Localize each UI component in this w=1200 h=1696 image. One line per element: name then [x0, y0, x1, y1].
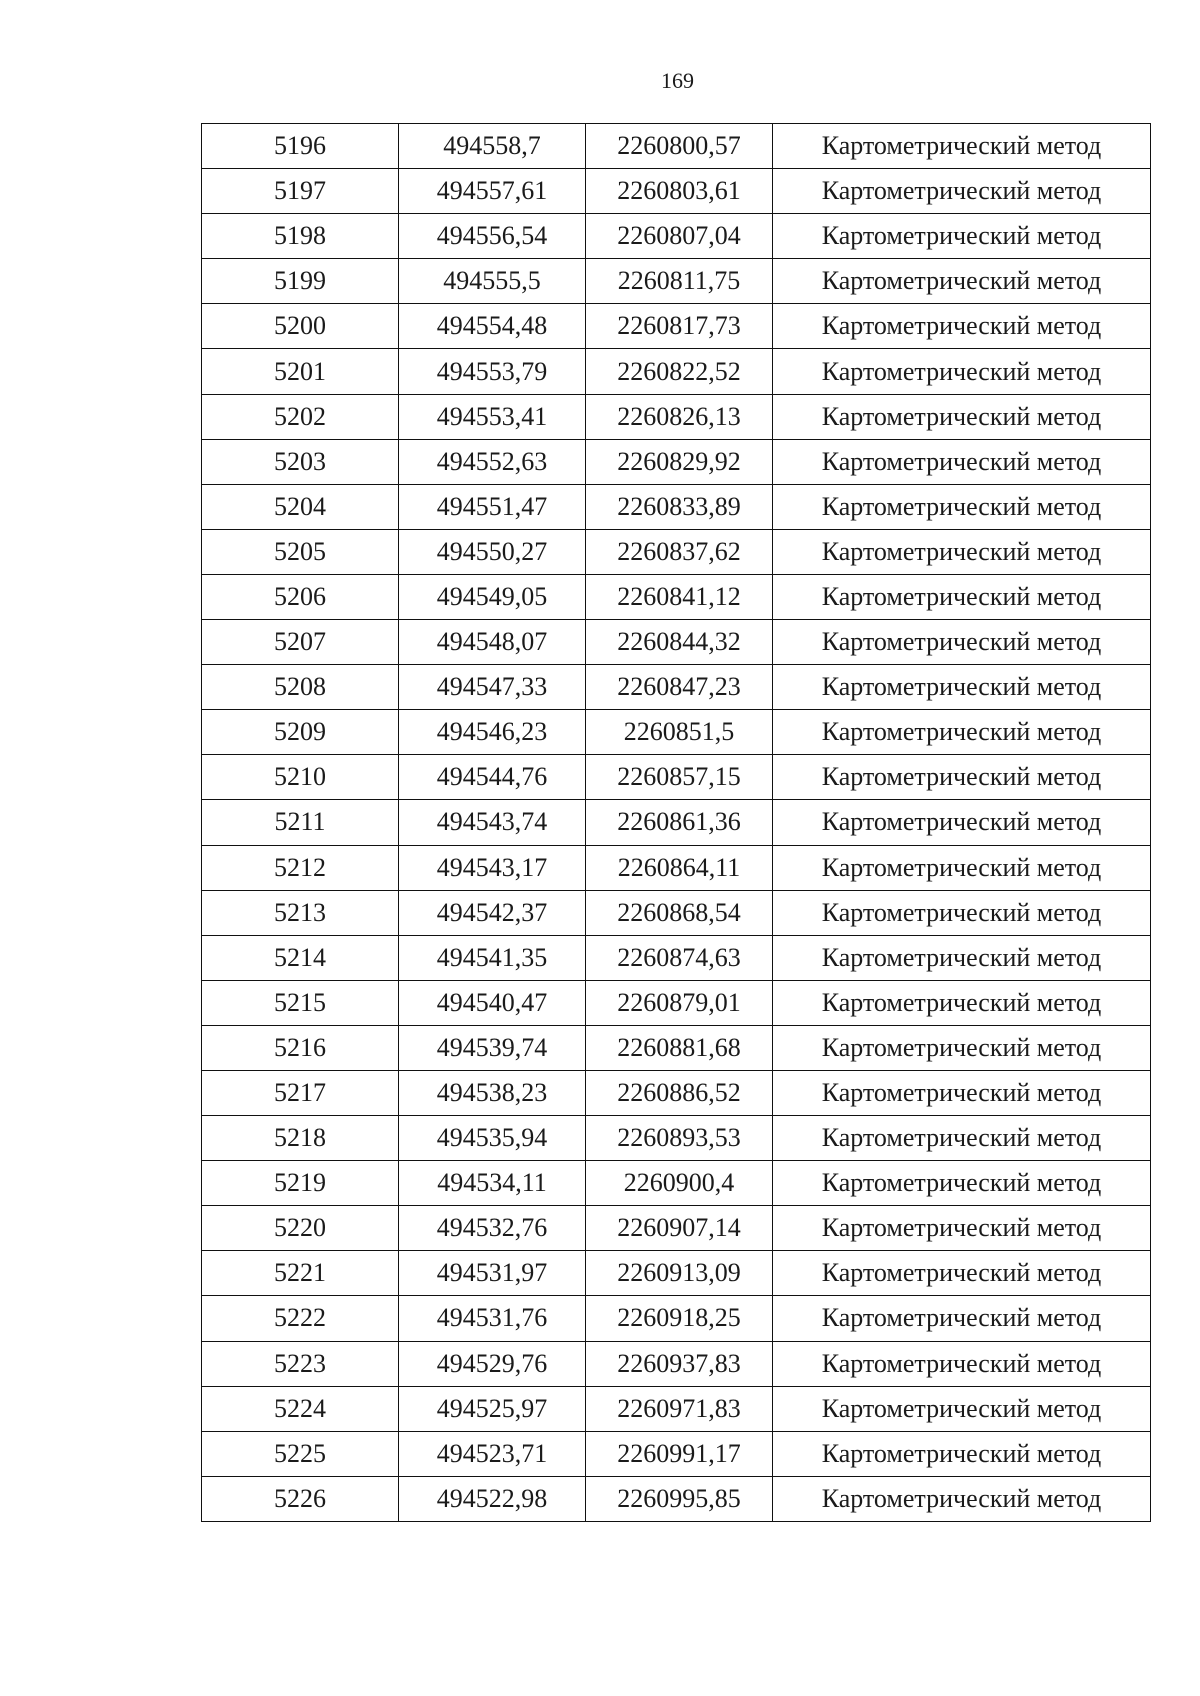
method-cell: Картометрический метод [773, 1386, 1151, 1431]
page-number: 169 [661, 68, 694, 93]
point-number-cell: 5204 [202, 484, 399, 529]
method-cell: Картометрический метод [773, 1206, 1151, 1251]
table-row [202, 574, 1151, 619]
method-cell: Картометрический метод [773, 439, 1151, 484]
y-coordinate-cell: 2260861,36 [586, 800, 773, 845]
method-cell: Картометрический метод [773, 1025, 1151, 1070]
table-row [202, 394, 1151, 439]
y-coordinate-cell: 2260868,54 [586, 890, 773, 935]
x-coordinate-cell: 494522,98 [399, 1476, 586, 1521]
table-row [202, 439, 1151, 484]
table-row [202, 800, 1151, 845]
x-coordinate-cell: 494550,27 [399, 529, 586, 574]
method-cell: Картометрический метод [773, 710, 1151, 755]
point-number-cell: 5215 [202, 980, 399, 1025]
table-row [202, 1206, 1151, 1251]
point-number-cell: 5213 [202, 890, 399, 935]
y-coordinate-cell: 2260826,13 [586, 394, 773, 439]
y-coordinate-cell: 2260822,52 [586, 349, 773, 394]
x-coordinate-cell: 494543,17 [399, 845, 586, 890]
point-number-cell: 5205 [202, 529, 399, 574]
table-row [202, 259, 1151, 304]
y-coordinate-cell: 2260807,04 [586, 214, 773, 259]
point-number-cell: 5221 [202, 1251, 399, 1296]
y-coordinate-cell: 2260847,23 [586, 665, 773, 710]
x-coordinate-cell: 494557,61 [399, 169, 586, 214]
table-row [202, 349, 1151, 394]
point-number-cell: 5206 [202, 574, 399, 619]
x-coordinate-cell: 494548,07 [399, 620, 586, 665]
point-number-cell: 5222 [202, 1296, 399, 1341]
x-coordinate-cell: 494541,35 [399, 935, 586, 980]
point-number-cell: 5199 [202, 259, 399, 304]
point-number-cell: 5224 [202, 1386, 399, 1431]
y-coordinate-cell: 2260907,14 [586, 1206, 773, 1251]
point-number-cell: 5225 [202, 1431, 399, 1476]
point-number-cell: 5207 [202, 620, 399, 665]
y-coordinate-cell: 2260918,25 [586, 1296, 773, 1341]
x-coordinate-cell: 494540,47 [399, 980, 586, 1025]
table-body [202, 124, 1151, 1522]
table-row [202, 710, 1151, 755]
y-coordinate-cell: 2260886,52 [586, 1070, 773, 1115]
table-row [202, 890, 1151, 935]
method-cell: Картометрический метод [773, 1431, 1151, 1476]
table-row [202, 304, 1151, 349]
method-cell: Картометрический метод [773, 1476, 1151, 1521]
y-coordinate-cell: 2260857,15 [586, 755, 773, 800]
y-coordinate-cell: 2260971,83 [586, 1386, 773, 1431]
point-number-cell: 5217 [202, 1070, 399, 1115]
point-number-cell: 5201 [202, 349, 399, 394]
x-coordinate-cell: 494538,23 [399, 1070, 586, 1115]
table-row [202, 124, 1151, 169]
y-coordinate-cell: 2260811,75 [586, 259, 773, 304]
y-coordinate-cell: 2260844,32 [586, 620, 773, 665]
x-coordinate-cell: 494556,54 [399, 214, 586, 259]
point-number-cell: 5210 [202, 755, 399, 800]
method-cell: Картометрический метод [773, 574, 1151, 619]
method-cell: Картометрический метод [773, 755, 1151, 800]
method-cell: Картометрический метод [773, 394, 1151, 439]
y-coordinate-cell: 2260817,73 [586, 304, 773, 349]
x-coordinate-cell: 494539,74 [399, 1025, 586, 1070]
coordinates-table [201, 123, 1151, 1522]
method-cell: Картометрический метод [773, 620, 1151, 665]
table-row [202, 1116, 1151, 1161]
method-cell: Картометрический метод [773, 935, 1151, 980]
y-coordinate-cell: 2260841,12 [586, 574, 773, 619]
x-coordinate-cell: 494546,23 [399, 710, 586, 755]
table-row [202, 755, 1151, 800]
y-coordinate-cell: 2260991,17 [586, 1431, 773, 1476]
x-coordinate-cell: 494553,79 [399, 349, 586, 394]
x-coordinate-cell: 494543,74 [399, 800, 586, 845]
table-row [202, 529, 1151, 574]
point-number-cell: 5214 [202, 935, 399, 980]
x-coordinate-cell: 494555,5 [399, 259, 586, 304]
x-coordinate-cell: 494531,76 [399, 1296, 586, 1341]
method-cell: Картометрический метод [773, 259, 1151, 304]
x-coordinate-cell: 494534,11 [399, 1161, 586, 1206]
method-cell: Картометрический метод [773, 214, 1151, 259]
x-coordinate-cell: 494558,7 [399, 124, 586, 169]
point-number-cell: 5223 [202, 1341, 399, 1386]
y-coordinate-cell: 2260800,57 [586, 124, 773, 169]
point-number-cell: 5226 [202, 1476, 399, 1521]
method-cell: Картометрический метод [773, 800, 1151, 845]
point-number-cell: 5219 [202, 1161, 399, 1206]
x-coordinate-cell: 494553,41 [399, 394, 586, 439]
point-number-cell: 5197 [202, 169, 399, 214]
method-cell: Картометрический метод [773, 169, 1151, 214]
point-number-cell: 5218 [202, 1116, 399, 1161]
point-number-cell: 5202 [202, 394, 399, 439]
x-coordinate-cell: 494552,63 [399, 439, 586, 484]
x-coordinate-cell: 494542,37 [399, 890, 586, 935]
point-number-cell: 5209 [202, 710, 399, 755]
y-coordinate-cell: 2260829,92 [586, 439, 773, 484]
x-coordinate-cell: 494554,48 [399, 304, 586, 349]
table-row [202, 1341, 1151, 1386]
method-cell: Картометрический метод [773, 304, 1151, 349]
method-cell: Картометрический метод [773, 890, 1151, 935]
y-coordinate-cell: 2260879,01 [586, 980, 773, 1025]
y-coordinate-cell: 2260837,62 [586, 529, 773, 574]
method-cell: Картометрический метод [773, 665, 1151, 710]
table-row [202, 980, 1151, 1025]
table-row [202, 1251, 1151, 1296]
point-number-cell: 5200 [202, 304, 399, 349]
point-number-cell: 5196 [202, 124, 399, 169]
x-coordinate-cell: 494535,94 [399, 1116, 586, 1161]
method-cell: Картометрический метод [773, 124, 1151, 169]
y-coordinate-cell: 2260833,89 [586, 484, 773, 529]
x-coordinate-cell: 494551,47 [399, 484, 586, 529]
y-coordinate-cell: 2260913,09 [586, 1251, 773, 1296]
method-cell: Картометрический метод [773, 1296, 1151, 1341]
x-coordinate-cell: 494529,76 [399, 1341, 586, 1386]
method-cell: Картометрический метод [773, 845, 1151, 890]
point-number-cell: 5211 [202, 800, 399, 845]
x-coordinate-cell: 494523,71 [399, 1431, 586, 1476]
point-number-cell: 5220 [202, 1206, 399, 1251]
method-cell: Картометрический метод [773, 1161, 1151, 1206]
method-cell: Картометрический метод [773, 1116, 1151, 1161]
method-cell: Картометрический метод [773, 1070, 1151, 1115]
point-number-cell: 5216 [202, 1025, 399, 1070]
y-coordinate-cell: 2260937,83 [586, 1341, 773, 1386]
table-row [202, 1025, 1151, 1070]
method-cell: Картометрический метод [773, 484, 1151, 529]
table-row [202, 845, 1151, 890]
x-coordinate-cell: 494544,76 [399, 755, 586, 800]
method-cell: Картометрический метод [773, 1341, 1151, 1386]
table-row [202, 1386, 1151, 1431]
method-cell: Картометрический метод [773, 980, 1151, 1025]
x-coordinate-cell: 494525,97 [399, 1386, 586, 1431]
y-coordinate-cell: 2260995,85 [586, 1476, 773, 1521]
x-coordinate-cell: 494532,76 [399, 1206, 586, 1251]
x-coordinate-cell: 494549,05 [399, 574, 586, 619]
y-coordinate-cell: 2260881,68 [586, 1025, 773, 1070]
table-row [202, 1476, 1151, 1521]
table-row [202, 620, 1151, 665]
table-row [202, 214, 1151, 259]
method-cell: Картометрический метод [773, 349, 1151, 394]
table-row [202, 935, 1151, 980]
table-row [202, 169, 1151, 214]
table-row [202, 1161, 1151, 1206]
table-row [202, 1296, 1151, 1341]
table-row [202, 665, 1151, 710]
table-row [202, 1431, 1151, 1476]
x-coordinate-cell: 494531,97 [399, 1251, 586, 1296]
y-coordinate-cell: 2260864,11 [586, 845, 773, 890]
point-number-cell: 5208 [202, 665, 399, 710]
y-coordinate-cell: 2260851,5 [586, 710, 773, 755]
method-cell: Картометрический метод [773, 1251, 1151, 1296]
point-number-cell: 5203 [202, 439, 399, 484]
point-number-cell: 5198 [202, 214, 399, 259]
table-row [202, 484, 1151, 529]
y-coordinate-cell: 2260874,63 [586, 935, 773, 980]
x-coordinate-cell: 494547,33 [399, 665, 586, 710]
y-coordinate-cell: 2260803,61 [586, 169, 773, 214]
y-coordinate-cell: 2260900,4 [586, 1161, 773, 1206]
y-coordinate-cell: 2260893,53 [586, 1116, 773, 1161]
point-number-cell: 5212 [202, 845, 399, 890]
method-cell: Картометрический метод [773, 529, 1151, 574]
table-row [202, 1070, 1151, 1115]
